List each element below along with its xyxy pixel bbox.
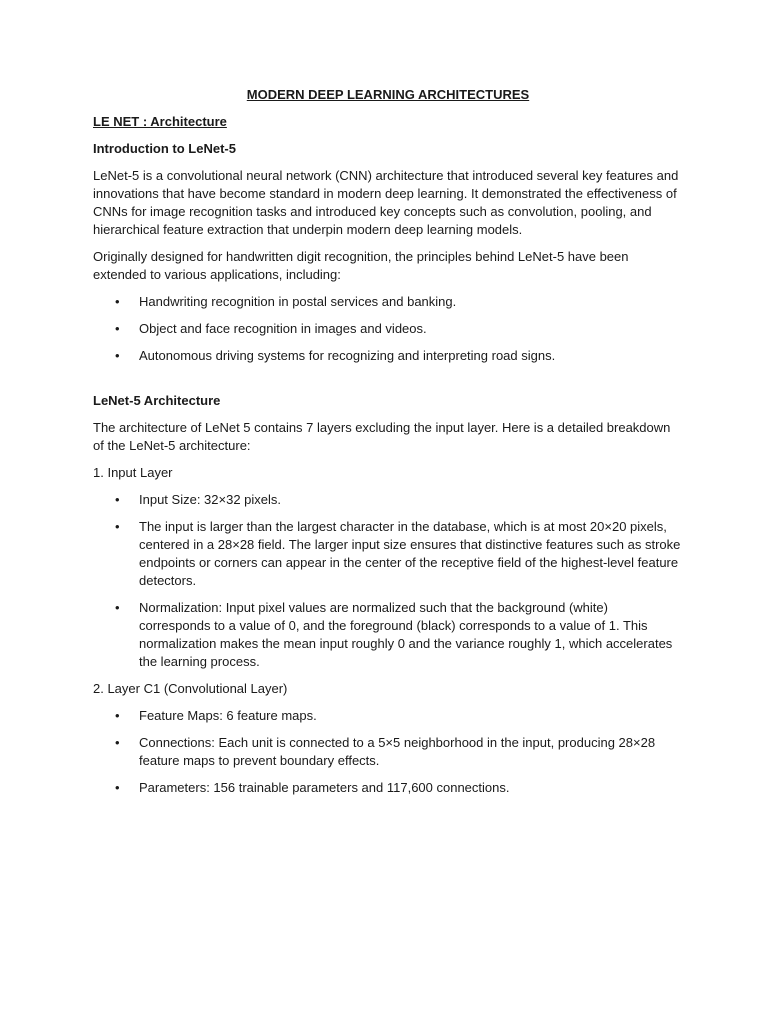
bullet-icon: • bbox=[115, 321, 120, 336]
bullet-icon: • bbox=[115, 492, 120, 507]
list-item-text: Autonomous driving systems for recognizing and interpreting road signs. bbox=[139, 348, 556, 363]
list-item bbox=[93, 779, 683, 797]
list-item-text: Object and face recognition in images and videos. bbox=[139, 321, 427, 336]
list-item bbox=[93, 491, 683, 509]
list-item bbox=[93, 347, 683, 365]
list-item-text: Normalization: Input pixel values are normalized such that the background (white) corresponds to a value of 0, and the foreground (black) corresponds to a value of 1. This normalization makes the mean input roughly 0 and the variance roughly 1, which accelerates the learning process. bbox=[139, 600, 673, 669]
list-item bbox=[93, 320, 683, 338]
applications-list bbox=[93, 293, 683, 365]
list-item-text: Connections: Each unit is connected to a 5×5 neighborhood in the input, producing 28×28 feature maps to prevent boundary effects. bbox=[139, 735, 656, 768]
input-layer-list bbox=[93, 491, 683, 671]
bullet-icon: • bbox=[115, 600, 120, 615]
intro-paragraph: LeNet-5 is a convolutional neural network (CNN) architecture that introduced several key features and innovations that have become standard in modern deep learning. It demonstrated the effectiveness of CNNs for image recognition tasks and introduced key concepts such as convolution, pooling, and hierarchical feature extraction that underpin modern deep learning models. bbox=[93, 168, 679, 237]
spacer bbox=[93, 374, 683, 392]
list-item bbox=[93, 599, 683, 671]
intro-heading: Introduction to LeNet-5 bbox=[93, 141, 236, 156]
list-item bbox=[93, 293, 683, 311]
bullet-icon: • bbox=[115, 735, 120, 750]
c1-layer-list bbox=[93, 707, 683, 797]
document-page bbox=[93, 86, 683, 806]
list-item bbox=[93, 734, 683, 770]
architecture-heading: LeNet-5 Architecture bbox=[93, 393, 221, 408]
bullet-icon: • bbox=[115, 519, 120, 534]
list-item-text: Feature Maps: 6 feature maps. bbox=[139, 708, 317, 723]
c1-layer-heading: 2. Layer C1 (Convolutional Layer) bbox=[93, 681, 288, 696]
list-item-text: Parameters: 156 trainable parameters and 117,600 connections. bbox=[139, 780, 510, 795]
list-item bbox=[93, 707, 683, 725]
list-item-text: The input is larger than the largest character in the database, which is at most 20×20 pixels, centered in a 28×28 field. The larger input size ensures that distinctive features such as stroke endpoints or corners can appear in the center of the receptive field of the highest-level feature detectors. bbox=[139, 519, 681, 588]
bullet-icon: • bbox=[115, 294, 120, 309]
bullet-icon: • bbox=[115, 780, 120, 795]
list-item-text: Input Size: 32×32 pixels. bbox=[139, 492, 282, 507]
list-item-text: Handwriting recognition in postal services and banking. bbox=[139, 294, 457, 309]
architecture-paragraph: The architecture of LeNet 5 contains 7 layers excluding the input layer. Here is a detailed breakdown of the LeNet-5 architecture: bbox=[93, 420, 671, 453]
applications-paragraph: Originally designed for handwritten digit recognition, the principles behind LeNet-5 have been extended to various applications, including: bbox=[93, 249, 629, 282]
document-title: MODERN DEEP LEARNING ARCHITECTURES bbox=[246, 87, 530, 102]
bullet-icon: • bbox=[115, 708, 120, 723]
list-item bbox=[93, 518, 683, 590]
bullet-icon: • bbox=[115, 348, 120, 363]
section-title: LE NET : Architecture bbox=[93, 114, 227, 129]
input-layer-heading: 1. Input Layer bbox=[93, 465, 173, 480]
